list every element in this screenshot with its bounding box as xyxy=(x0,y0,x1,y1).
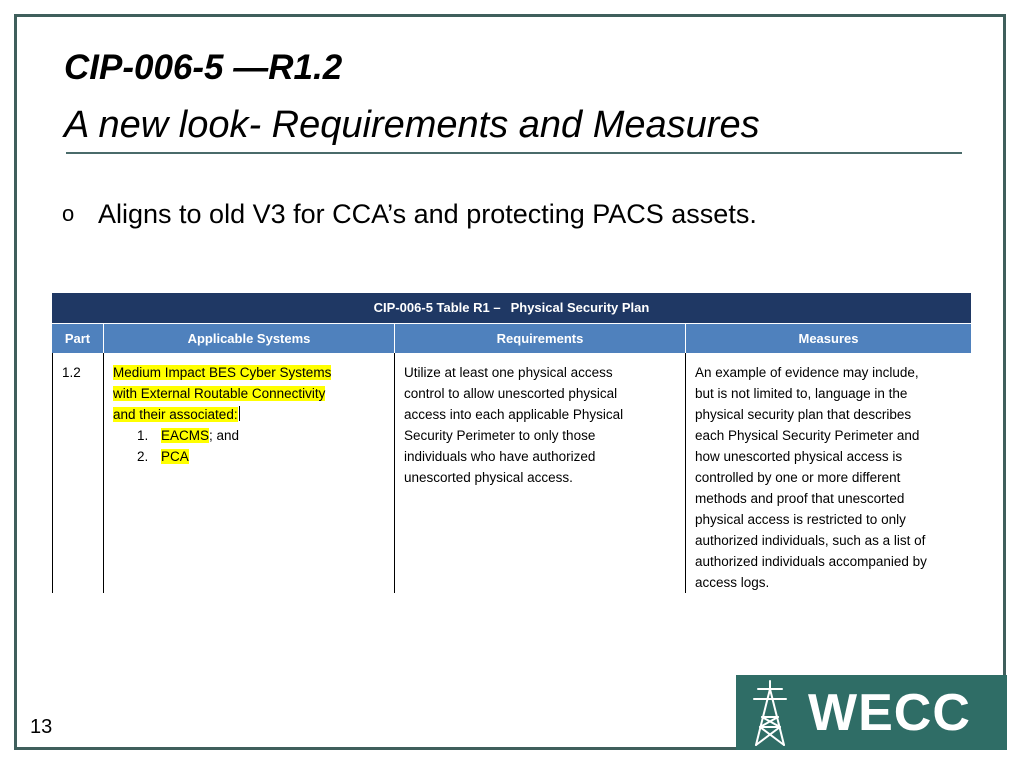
text-cursor xyxy=(239,406,240,421)
table-caption-id: CIP-006-5 Table R1 – xyxy=(373,300,501,315)
logo-text: WECC xyxy=(808,683,971,742)
list-item xyxy=(137,425,386,446)
list-item-text: PCA xyxy=(161,449,189,464)
cell-part: 1.2 xyxy=(52,353,104,593)
systems-line: Medium Impact BES Cyber Systems xyxy=(113,365,332,380)
measures-line: access logs. xyxy=(695,575,770,590)
list-number: 2. xyxy=(137,449,149,464)
requirements-line: individuals who have authorized xyxy=(404,449,596,464)
header-applicable-systems: Applicable Systems xyxy=(104,324,395,353)
transmission-tower-icon xyxy=(748,679,792,747)
table-row xyxy=(52,353,971,593)
list-item-suffix: ; and xyxy=(209,428,240,443)
page-number: 13 xyxy=(30,716,53,738)
list-item xyxy=(137,446,386,467)
measures-line: but is not limited to, language in the xyxy=(695,386,908,401)
systems-line: with External Routable Connectivity xyxy=(113,386,326,401)
cell-requirements xyxy=(395,353,686,593)
wecc-logo xyxy=(736,675,1007,750)
requirements-line: access into each applicable Physical xyxy=(404,407,624,422)
slide-title: CIP-006-5 —R1.2 xyxy=(64,48,343,87)
measures-line: controlled by one or more different xyxy=(695,470,901,485)
table-caption xyxy=(52,293,971,324)
requirements-line: Utilize at least one physical access xyxy=(404,365,613,380)
measures-line: authorized individuals accompanied by xyxy=(695,554,927,569)
requirements-table-image xyxy=(52,293,971,593)
cell-measures xyxy=(686,353,971,593)
measures-line: authorized individuals, such as a list of xyxy=(695,533,926,548)
header-measures: Measures xyxy=(798,331,859,346)
bullet-marker: o xyxy=(62,201,75,226)
requirements-line: Security Perimeter to only those xyxy=(404,428,596,443)
slide-subtitle: A new look- Requirements and Measures xyxy=(64,104,760,146)
bullet-text: Aligns to old V3 for CCA’s and protecting PACS assets. xyxy=(98,199,757,229)
list-item-text: EACMS xyxy=(161,428,210,443)
measures-line: physical security plan that describes xyxy=(695,407,912,422)
cell-applicable-systems xyxy=(104,353,395,593)
requirements-line: control to allow unescorted physical xyxy=(404,386,618,401)
measures-line: physical access is restricted to only xyxy=(695,512,906,527)
systems-line: and their associated: xyxy=(113,407,238,422)
measures-line: methods and proof that unescorted xyxy=(695,491,905,506)
bullet-item xyxy=(62,196,757,232)
requirements-line: unescorted physical access. xyxy=(404,470,573,485)
header-part: Part xyxy=(52,324,104,353)
measures-line: each Physical Security Perimeter and xyxy=(695,428,920,443)
table-caption-title: Physical Security Plan xyxy=(510,300,650,315)
title-divider xyxy=(66,152,962,154)
list-number: 1. xyxy=(137,428,149,443)
measures-line: how unescorted physical access is xyxy=(695,449,903,464)
header-requirements: Requirements xyxy=(395,324,686,353)
measures-line: An example of evidence may include, xyxy=(695,365,919,380)
systems-list xyxy=(113,425,386,467)
table-header-row xyxy=(52,324,971,353)
